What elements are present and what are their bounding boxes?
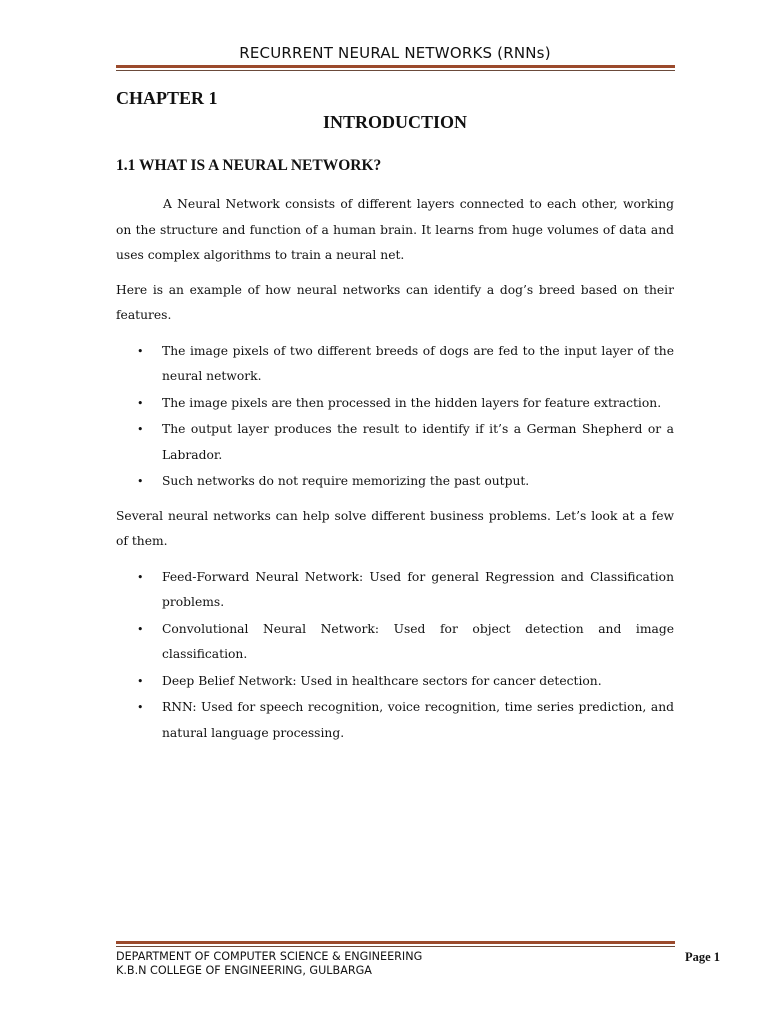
list-item-text: Feed-Forward Neural Network: Used for general Regression and Classification problems. — [162, 569, 674, 609]
paragraph-network-types-intro: Several neural networks can help solve different business problems. Let’s look at a few of them. — [116, 508, 674, 548]
footer-college: K.B.N COLLEGE OF ENGINEERING, GULBARGA — [116, 964, 372, 977]
list-item — [137, 417, 674, 468]
chapter-title: INTRODUCTION — [322, 112, 468, 132]
list-item — [137, 469, 674, 495]
header-rule-thin — [116, 70, 675, 71]
footer-department: DEPARTMENT OF COMPUTER SCIENCE & ENGINEERING — [116, 950, 423, 963]
list-item-text: RNN: Used for speech recognition, voice recognition, time series prediction, and natural language processing. — [162, 700, 674, 740]
page-body — [116, 86, 674, 747]
list-item — [137, 339, 674, 390]
footer-rule — [116, 941, 675, 947]
bullet-icon: • — [137, 475, 144, 488]
list-item — [137, 391, 674, 417]
page-number: Page 1 — [684, 950, 720, 964]
list-item — [137, 617, 674, 668]
section-heading: 1.1 WHAT IS A NEURAL NETWORK? — [116, 157, 382, 174]
bullet-icon: • — [137, 622, 144, 636]
paragraph-example-intro: Here is an example of how neural networks can identify a dog’s breed based on their features. — [116, 282, 674, 322]
bullet-icon: • — [137, 396, 144, 410]
list-item-text: The image pixels of two different breeds of dogs are fed to the input layer of the neural network. — [162, 343, 674, 383]
page-footer — [116, 950, 720, 978]
bullet-icon: • — [137, 570, 144, 584]
bullet-icon: • — [137, 344, 144, 358]
list-item-text: Deep Belief Network: Used in healthcare sectors for cancer detection. — [162, 673, 602, 688]
list-item-text: Convolutional Neural Network: Used for object detection and image classification. — [162, 621, 674, 661]
list-item — [137, 695, 674, 746]
bullet-icon: • — [137, 423, 144, 436]
list-item — [137, 669, 674, 695]
footer-rule-thin — [116, 946, 675, 947]
paragraph-definition: A Neural Network consists of different layers connected to each other, working on the structure and function of a human brain. It learns from huge volumes of data and uses complex algorithms to train a neural net. — [116, 197, 674, 262]
header-rule — [116, 65, 675, 71]
running-header: RECURRENT NEURAL NETWORKS (RNNs) — [239, 44, 551, 62]
bullet-list-dog-example — [116, 339, 674, 495]
bullet-icon: • — [137, 674, 144, 688]
list-item-text: The output layer produces the result to identify if it’s a German Shepherd or a Labrador. — [162, 422, 674, 462]
list-item — [137, 565, 674, 616]
list-item-text: The image pixels are then processed in the hidden layers for feature extraction. — [162, 395, 662, 410]
list-item-text: Such networks do not require memorizing the past output. — [162, 474, 530, 488]
chapter-label: CHAPTER 1 — [116, 88, 218, 108]
bullet-icon: • — [137, 701, 144, 714]
bullet-list-network-types — [116, 565, 674, 747]
